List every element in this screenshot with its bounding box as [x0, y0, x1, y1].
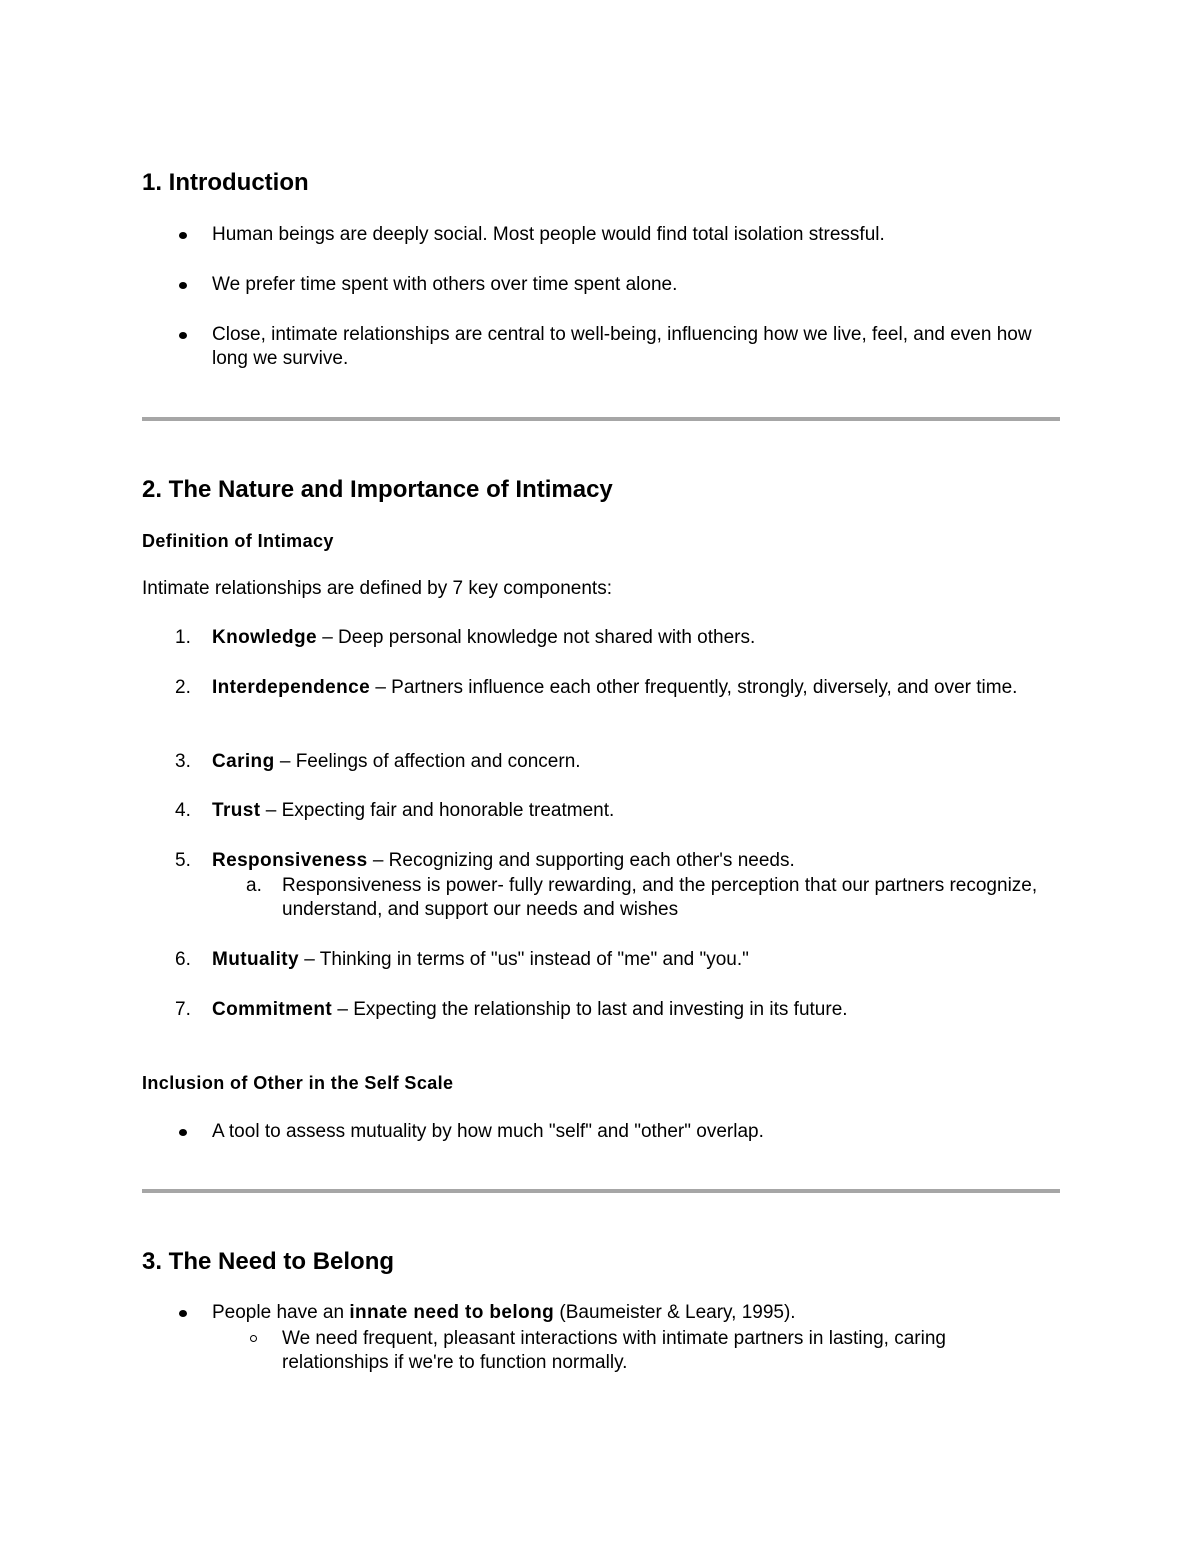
section-1-title: 1. Introduction	[142, 169, 309, 196]
bullet-icon	[179, 1129, 187, 1136]
list-number: 1.	[175, 627, 191, 648]
list-item-text	[212, 750, 1054, 774]
list-item-text	[212, 948, 1054, 972]
components-intro: Intimate relationships are defined by 7 key components:	[142, 578, 612, 599]
component-term: Responsiveness	[212, 850, 368, 871]
component-description: – Expecting the relationship to last and investing in its future.	[332, 999, 848, 1020]
bullet-icon	[179, 282, 187, 289]
component-description: – Expecting fair and honorable treatment.	[260, 800, 615, 821]
sub-list-letter: a.	[246, 875, 262, 896]
list-number: 7.	[175, 999, 191, 1020]
component-term: Interdependence	[212, 677, 371, 698]
sub-list-item-text: Responsiveness is power- fully rewarding, and the perception that our partners recognize, understand, and support our needs and wishes	[282, 875, 1038, 920]
component-description: – Recognizing and supporting each other's needs.	[367, 850, 795, 871]
definition-heading: Definition of Intimacy	[142, 531, 334, 551]
bullet-icon	[179, 232, 187, 239]
section-2-title: 2. The Nature and Importance of Intimacy	[142, 476, 613, 503]
list-number: 5.	[175, 850, 191, 871]
list-number: 4.	[175, 800, 191, 821]
list-item-text: A tool to assess mutuality by how much "self" and "other" overlap.	[212, 1121, 764, 1142]
list-item-text	[212, 626, 1054, 650]
hollow-bullet-icon	[250, 1335, 257, 1342]
list-item-text	[212, 676, 1054, 700]
component-description: – Feelings of affection and concern.	[274, 751, 581, 772]
component-description: – Deep personal knowledge not shared with others.	[316, 627, 756, 648]
ios-scale-heading: Inclusion of Other in the Self Scale	[142, 1073, 454, 1093]
belong-citation: (Baumeister & Leary, 1995).	[554, 1302, 796, 1323]
list-number: 2.	[175, 677, 191, 698]
list-number: 6.	[175, 949, 191, 970]
belong-emphasis: innate need to belong	[349, 1302, 555, 1323]
document-page	[142, 0, 1060, 1553]
list-number: 3.	[175, 751, 191, 772]
component-term: Commitment	[212, 999, 333, 1020]
list-item-text: Human beings are deeply social. Most people would find total isolation stressful.	[212, 224, 885, 245]
section-divider	[142, 417, 1060, 421]
list-item-text	[212, 1301, 1054, 1325]
component-term: Caring	[212, 751, 275, 772]
bullet-icon	[179, 1310, 187, 1317]
list-item-text: We prefer time spent with others over time spent alone.	[212, 274, 678, 295]
component-description: – Partners influence each other frequently, strongly, diversely, and over time.	[370, 677, 1018, 698]
component-term: Trust	[212, 800, 261, 821]
list-item-text: Close, intimate relationships are central to well-being, influencing how we live, feel, and even how long we survive.	[212, 324, 1032, 369]
list-item-text	[212, 998, 1054, 1022]
list-item-text	[212, 799, 1054, 823]
list-item-text	[212, 849, 1054, 873]
component-description: – Thinking in terms of "us" instead of "me" and "you."	[299, 949, 749, 970]
belong-text-pre: People have an	[212, 1302, 350, 1323]
component-term: Knowledge	[212, 627, 317, 648]
section-divider	[142, 1189, 1060, 1193]
component-term: Mutuality	[212, 949, 299, 970]
bullet-icon	[179, 332, 187, 339]
section-3-title: 3. The Need to Belong	[142, 1248, 395, 1275]
sub-list-item-text: We need frequent, pleasant interactions with intimate partners in lasting, caring relationships if we're to function normally.	[282, 1328, 946, 1373]
